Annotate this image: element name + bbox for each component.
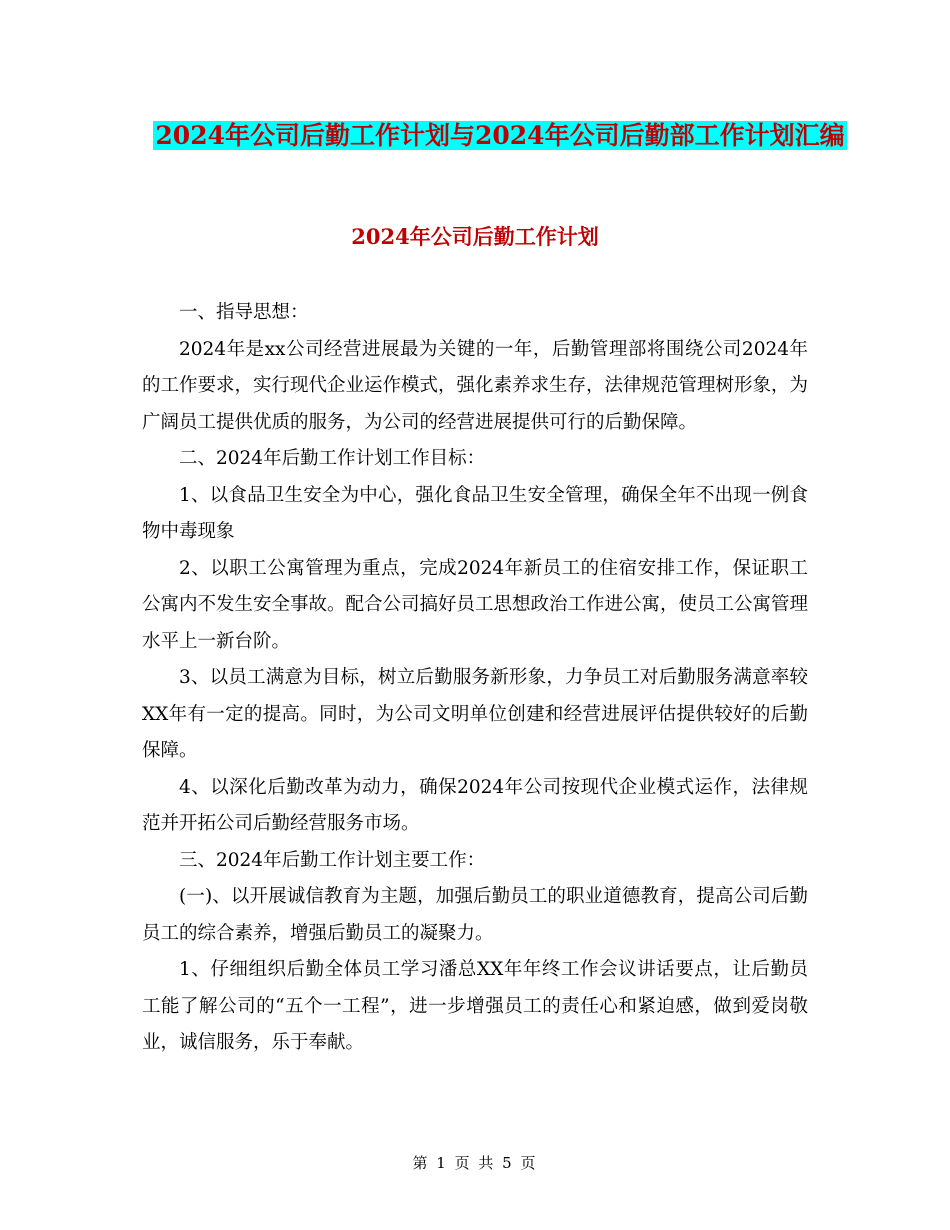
paragraph: 1、仔细组织后勤全体员工学习潘总XX年年终工作会议讲话要点，让后勤员工能了解公司的“五个一工程”，进一步增强员工的责任心和紧迫感，做到爱岗敬业，诚信服务，乐于奉献。 [142,959,808,1053]
document-body [142,295,808,1062]
paragraph: 4、以深化后勤改革为动力，确保2024年公司按现代企业模式运作，法律规范并开拓公司后勤经营服务市场。 [142,776,808,834]
paragraph: (一)、以开展诚信教育为主题，加强后勤员工的职业道德教育，提高公司后勤员工的综合素养，增强后勤员工的凝聚力。 [142,886,808,944]
page-footer: 第 1 页 共 5 页 [412,1154,538,1172]
paragraph: 3、以员工满意为目标，树立后勤服务新形象，力争员工对后勤服务满意率较XX年有一定的提高。同时，为公司文明单位创建和经营进展评估提供较好的后勤保障。 [142,667,808,761]
paragraph-guiding-heading: 一、指导思想： [179,302,309,323]
section-title: 2024年公司后勤工作计划 [351,224,599,249]
paragraph: 2、以职工公寓管理为重点，完成2024年新员工的住宿安排工作，保证职工公寓内不发生安全事故。配合公司搞好员工思想政治工作进公寓，使员工公寓管理水平上一新台阶。 [142,557,809,652]
document-title-text: 2024年公司后勤工作计划与2024年公司后勤部工作计划汇编 [155,121,845,150]
paragraph-goals-heading: 二、2024年后勤工作计划工作目标： [179,448,486,469]
paragraph: 2024年是xx公司经营进展最为关键的一年，后勤管理部将围绕公司2024年的工作要求，实行现代企业运作模式，强化素养求生存，法律规范管理树形象，为广阔员工提供优质的服务，为公司的经营进展提供可行的后勤保障。 [142,338,809,433]
paragraph: 1、以食品卫生安全为中心，强化食品卫生安全管理，确保全年不出现一例食物中毒现象 [142,484,808,542]
document-title [150,112,850,160]
paragraph-tasks-heading: 三、2024年后勤工作计划主要工作： [179,849,486,871]
